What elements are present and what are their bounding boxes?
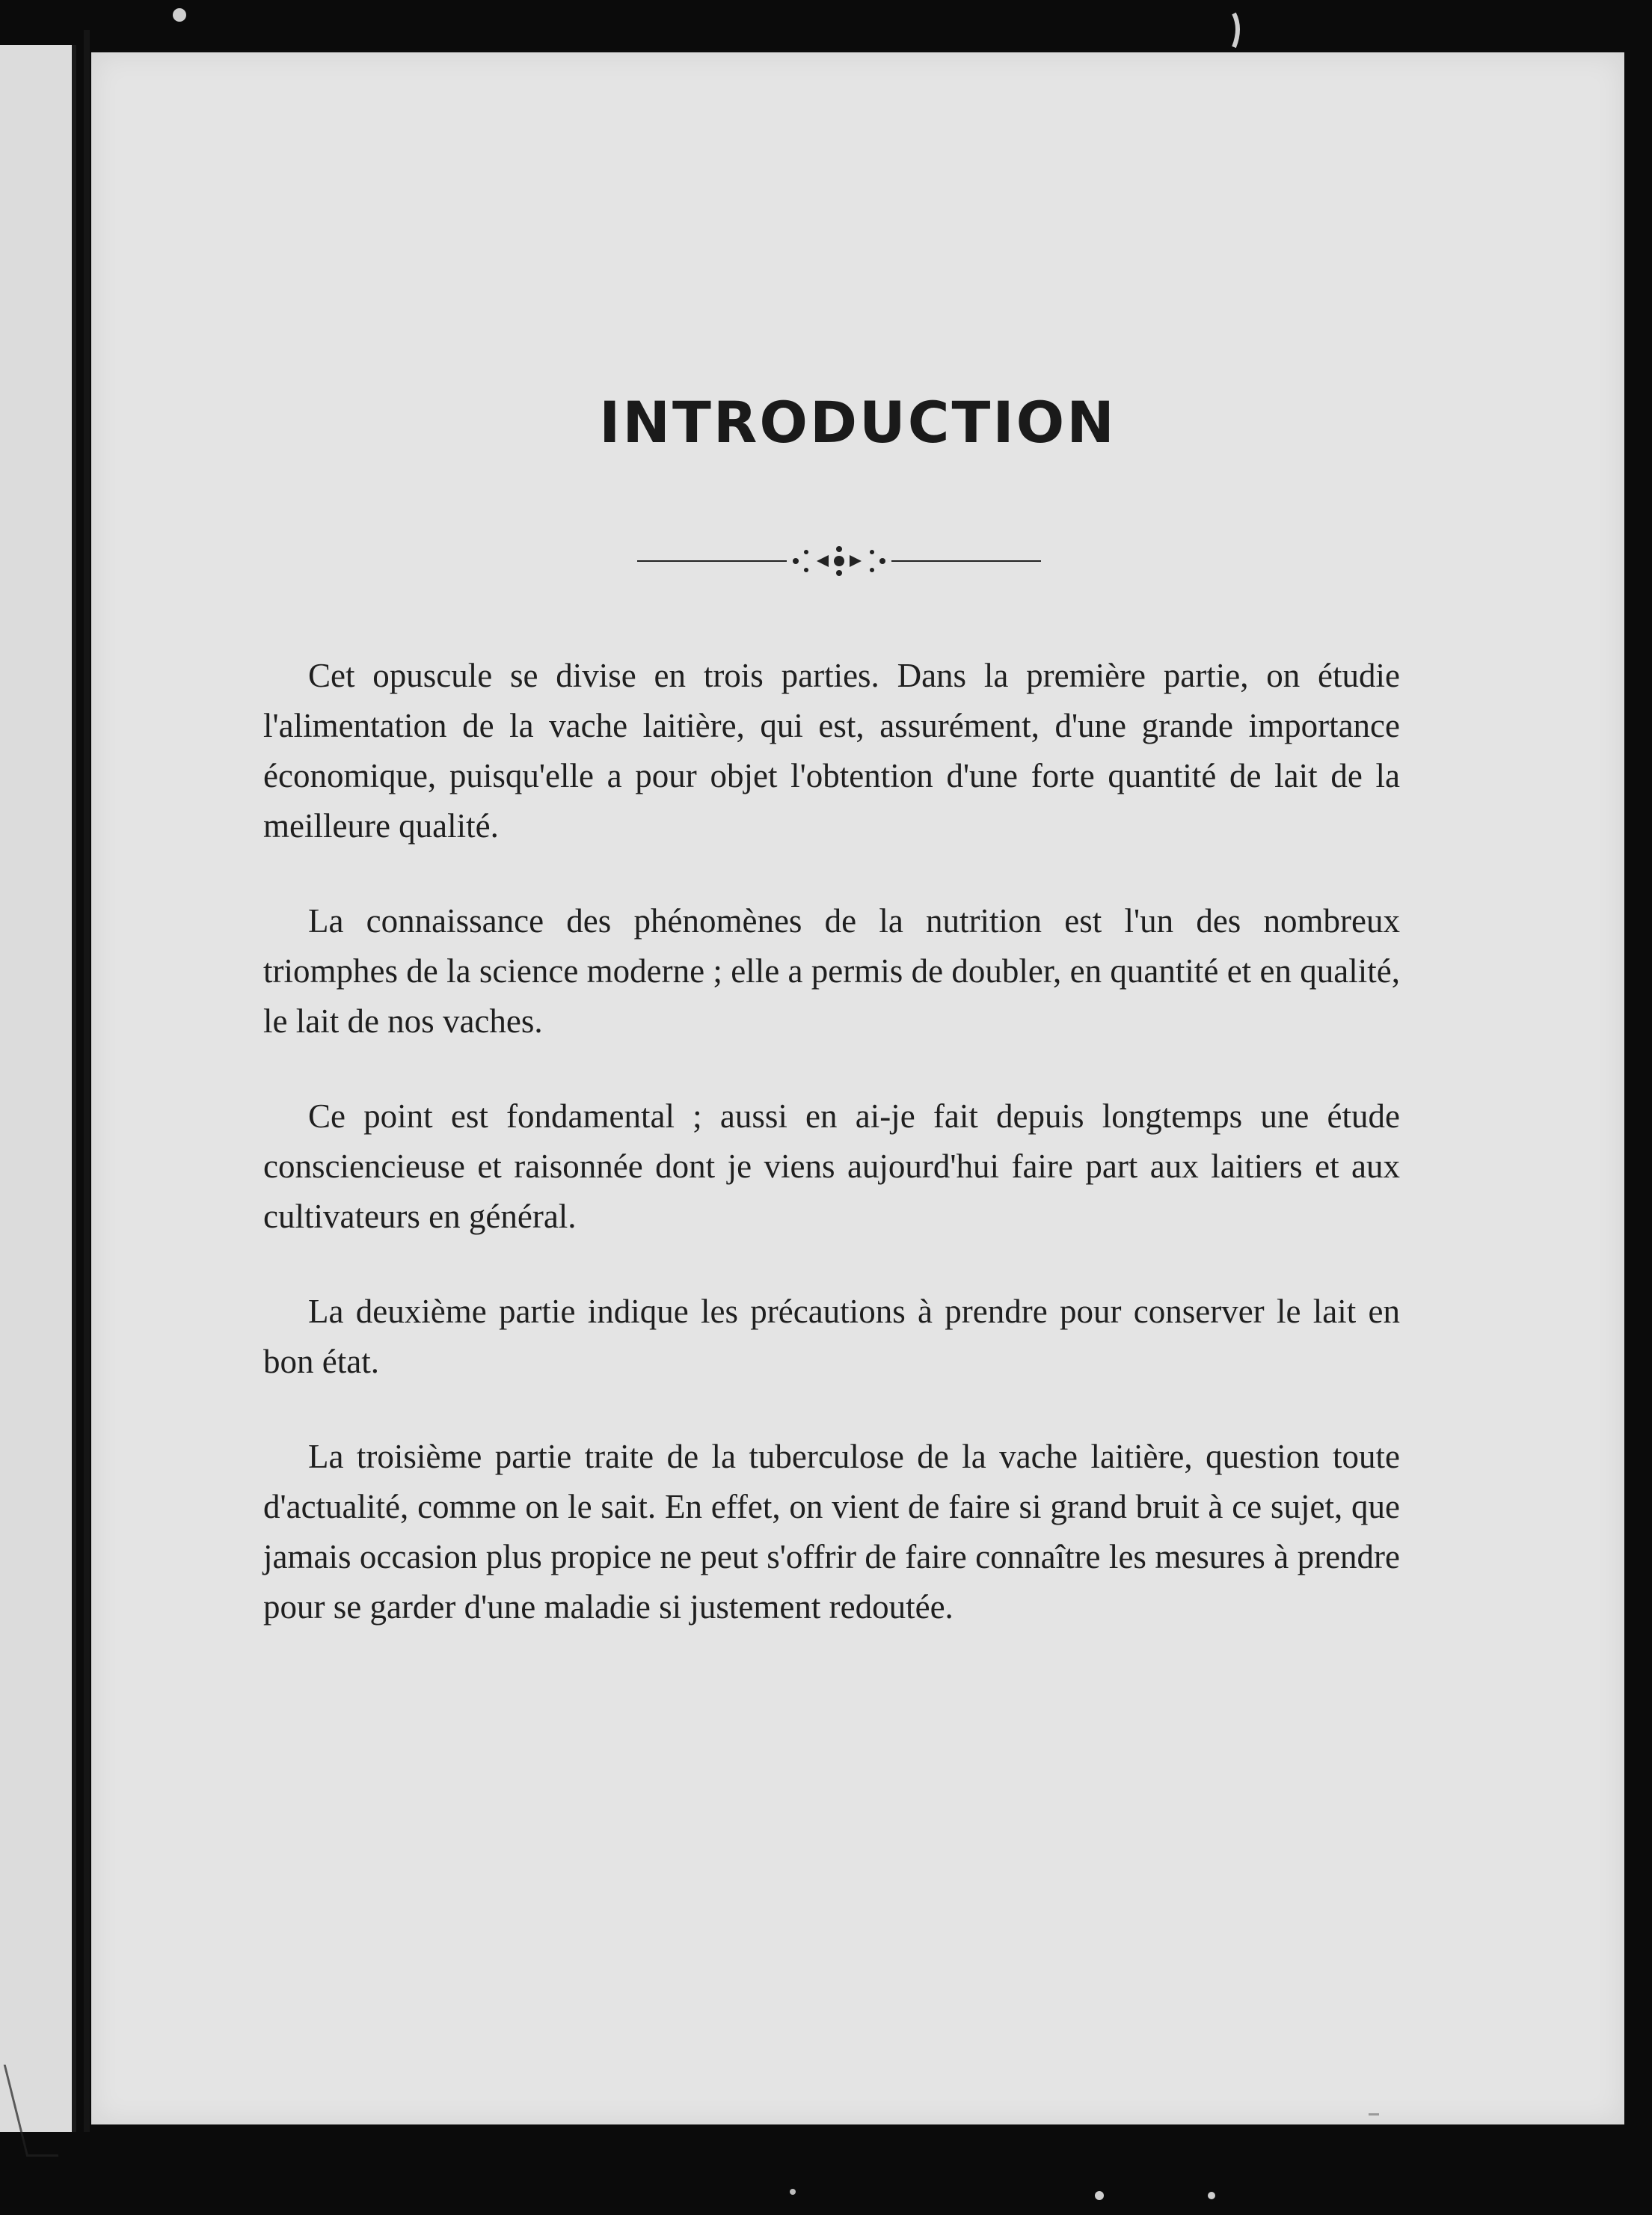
previous-page-edge (0, 45, 76, 2132)
page (91, 52, 1624, 2124)
paragraph-2: La connaissance des phénomènes de la nutrition est l'un des nombreux triomphes de la science moderne ; elle a permis de doubler, en quantité et en qualité, le lait de nos vaches. (263, 902, 1400, 1040)
fleuron-divider-icon (637, 539, 1041, 583)
paragraph-4: La deuxième partie indique les précautions à prendre pour conserver le lait en bon état. (263, 1293, 1400, 1380)
paragraph-5: La troisième partie traite de la tuberculose de la vache laitière, question toute d'actualité, comme on le sait. En effet, on vient de faire si grand bruit à ce sujet, que jamais occasion plus propice ne peut s'offrir de faire connaître les mesures à prendre pour se garder d'une maladie si justement redoutée. (263, 1438, 1400, 1626)
page-edge-mark (4, 2065, 59, 2157)
body-text (263, 651, 1400, 1677)
paragraph-1: Cet opuscule se divise en trois parties. Dans la première partie, on étudie l'alimentation de la vache laitière, qui est, assurément, d'une grande importance économique, puisqu'elle a pour objet l'obtention d'une forte quantité de lait de la meilleure qualité. (263, 657, 1400, 845)
paragraph-3: Ce point est fondamental ; aussi en ai-je fait depuis longtemps une étude consciencieuse et raisonnée dont je viens aujourd'hui faire part aux laitiers et aux cultivateurs en général. (263, 1097, 1400, 1235)
book-gutter (84, 30, 90, 2132)
page-title: INTRODUCTION (599, 389, 1117, 456)
